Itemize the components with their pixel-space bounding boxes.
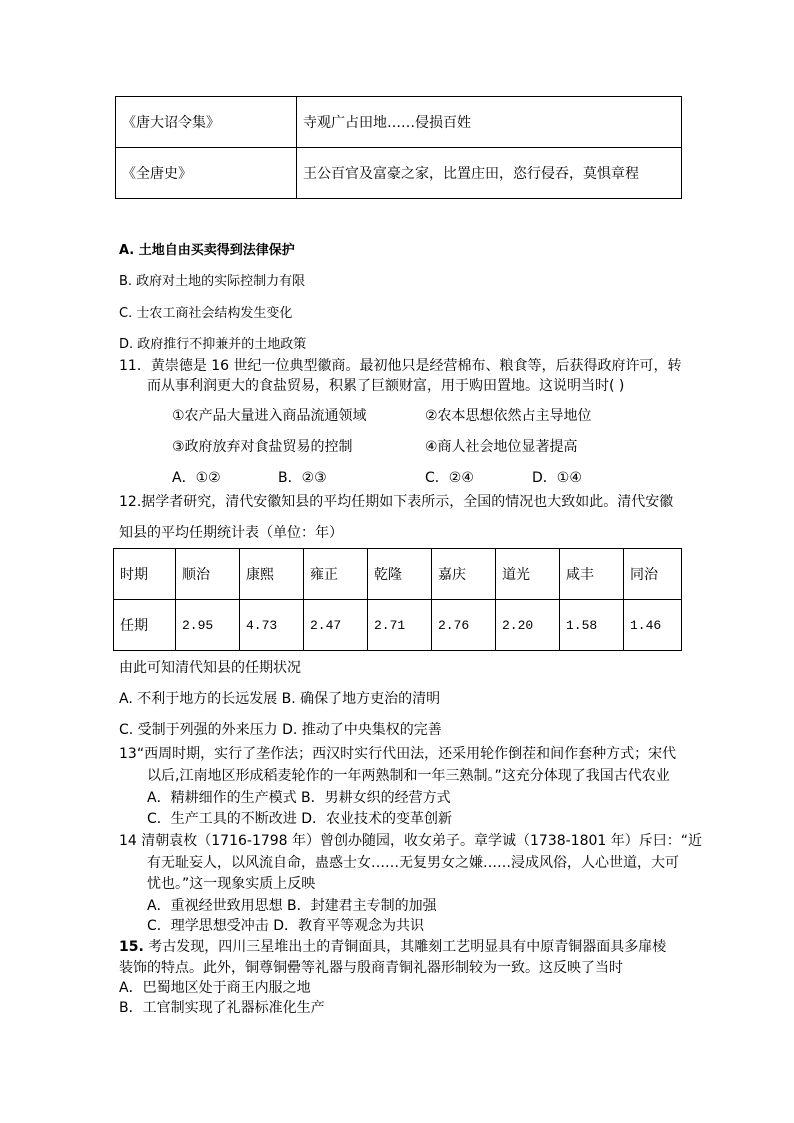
source-book: 《唐大诏令集》: [116, 97, 297, 148]
q11-option-b: B．②③: [278, 470, 327, 486]
q12-options-cd: C. 受制于列强的外来压力 D. 推动了中央集权的完善: [119, 722, 442, 738]
q15-option-b: B．工官制实现了礼器标准化生产: [119, 1000, 325, 1016]
q12-question: 由此可知清代知县的任期状况: [119, 660, 301, 676]
q11-option-c: C．②④: [425, 470, 474, 486]
q11-statement-2: ②农本思想依然占主导地位: [425, 408, 592, 424]
q13-stem-line1: 13“西周时期，实行了垄作法；西汉时实行代田法，还采用轮作倒茬和间作套种方式；宋代: [119, 746, 677, 762]
q15-option-a: A．巴蜀地区处于商王内服之地: [119, 980, 311, 996]
q15-stem-line2: 装饰的特点。此外，铜尊铜罍等礼器与殷商青铜礼器形制较为一致。这反映了当时: [119, 960, 623, 976]
source-book: 《全唐史》: [116, 148, 297, 199]
q11-option-a: A．①②: [172, 470, 221, 486]
q14-stem-line1: 14 清朝袁枚（1716-1798 年）曾创办随园，收女弟子。章学诚（1738-1801 年）斥曰：“近: [119, 833, 703, 849]
q12-stem-line1: 12.据学者研究，清代安徽知县的平均任期如下表所示，全国的情况也大致如此。清代安徽: [119, 494, 674, 510]
tenure-value: 2.76: [432, 600, 496, 651]
tenure-value: 1.58: [560, 600, 624, 651]
q15-stem-line1: [119, 936, 666, 956]
q13-options-cd: C．生产工具的不断改进 D．农业技术的变革创新: [147, 811, 453, 827]
q10-option-d: D. 政府推行不抑兼并的土地政策: [119, 337, 307, 352]
q11-statement-4: ④商人社会地位显著提高: [425, 439, 578, 455]
tenure-table: [113, 548, 682, 651]
q11-statement-1: ①农产品大量进入商品流通领域: [172, 408, 367, 424]
tenure-value: 4.73: [240, 600, 304, 651]
q12-stem-line2: 知县的平均任期统计表（单位：年）: [119, 525, 343, 541]
q14-options-cd: C．理学思想受冲击 D．教育平等观念为共识: [147, 918, 425, 934]
q10-option-b: B. 政府对土地的实际控制力有限: [119, 274, 306, 289]
tenure-header-cell: 顺治: [176, 549, 240, 600]
tenure-header-cell: 雍正: [304, 549, 368, 600]
source-quote: 王公百官及富豪之家，比置庄田，恣行侵吞，莫惧章程: [297, 148, 682, 199]
q11-stem-line1: 11．黄崇德是 16 世纪一位典型徽商。最初他只是经营棉布、粮食等，后获得政府许可，转: [119, 358, 682, 374]
q11-statement-3: ③政府放弃对食盐贸易的控制: [172, 439, 353, 455]
q10-option-c: C. 士农工商社会结构发生变化: [119, 306, 293, 321]
q14-stem-line3: 忧也。”这一现象实质上反映: [147, 876, 316, 892]
q14-stem-line2: 有无耻妄人，以风流自命，蛊惑士女……无复男女之嫌……浸成风俗，人心世道，大可: [147, 855, 679, 871]
tenure-header-cell: 咸丰: [560, 549, 624, 600]
source-quote: 寺观广占田地……侵损百姓: [297, 97, 682, 148]
tenure-value: 1.46: [624, 600, 682, 651]
tenure-value: 2.20: [496, 600, 560, 651]
tenure-header-cell: 道光: [496, 549, 560, 600]
tenure-value: 2.71: [368, 600, 432, 651]
tenure-header-cell: 乾隆: [368, 549, 432, 600]
tenure-value: 2.95: [176, 600, 240, 651]
q11-stem-line2: 而从事利润更大的食盐贸易，积累了巨额财富，用于购田置地。这说明当时( ): [147, 378, 625, 394]
q15-stem-text: 考古发现，四川三星堆出土的青铜面具，其雕刻工艺明显具有中原青铜器面具多扉棱: [143, 939, 667, 955]
q10-option-a: A. 土地自由买卖得到法律保护: [119, 243, 295, 258]
q13-stem-line2: 以后,江南地区形成稻麦轮作的一年两熟制和一年三熟制。”这充分体现了我国古代农业: [147, 768, 670, 784]
tenure-row-label: 任期: [114, 600, 176, 651]
source-table: [115, 96, 682, 199]
q11-option-d: D．①④: [532, 470, 582, 486]
tenure-value: 2.47: [304, 600, 368, 651]
q15-number: 15.: [119, 939, 144, 955]
tenure-header-cell: 康熙: [240, 549, 304, 600]
tenure-header-cell: 时期: [114, 549, 176, 600]
q12-options-ab: A. 不利于地方的长远发展 B. 确保了地方吏治的清明: [119, 691, 441, 707]
tenure-header-cell: 同治: [624, 549, 682, 600]
tenure-header-cell: 嘉庆: [432, 549, 496, 600]
q13-options-ab: A．精耕细作的生产模式 B．男耕女织的经营方式: [147, 790, 451, 806]
q14-options-ab: A．重视经世致用思想 B．封建君主专制的加强: [147, 898, 437, 914]
